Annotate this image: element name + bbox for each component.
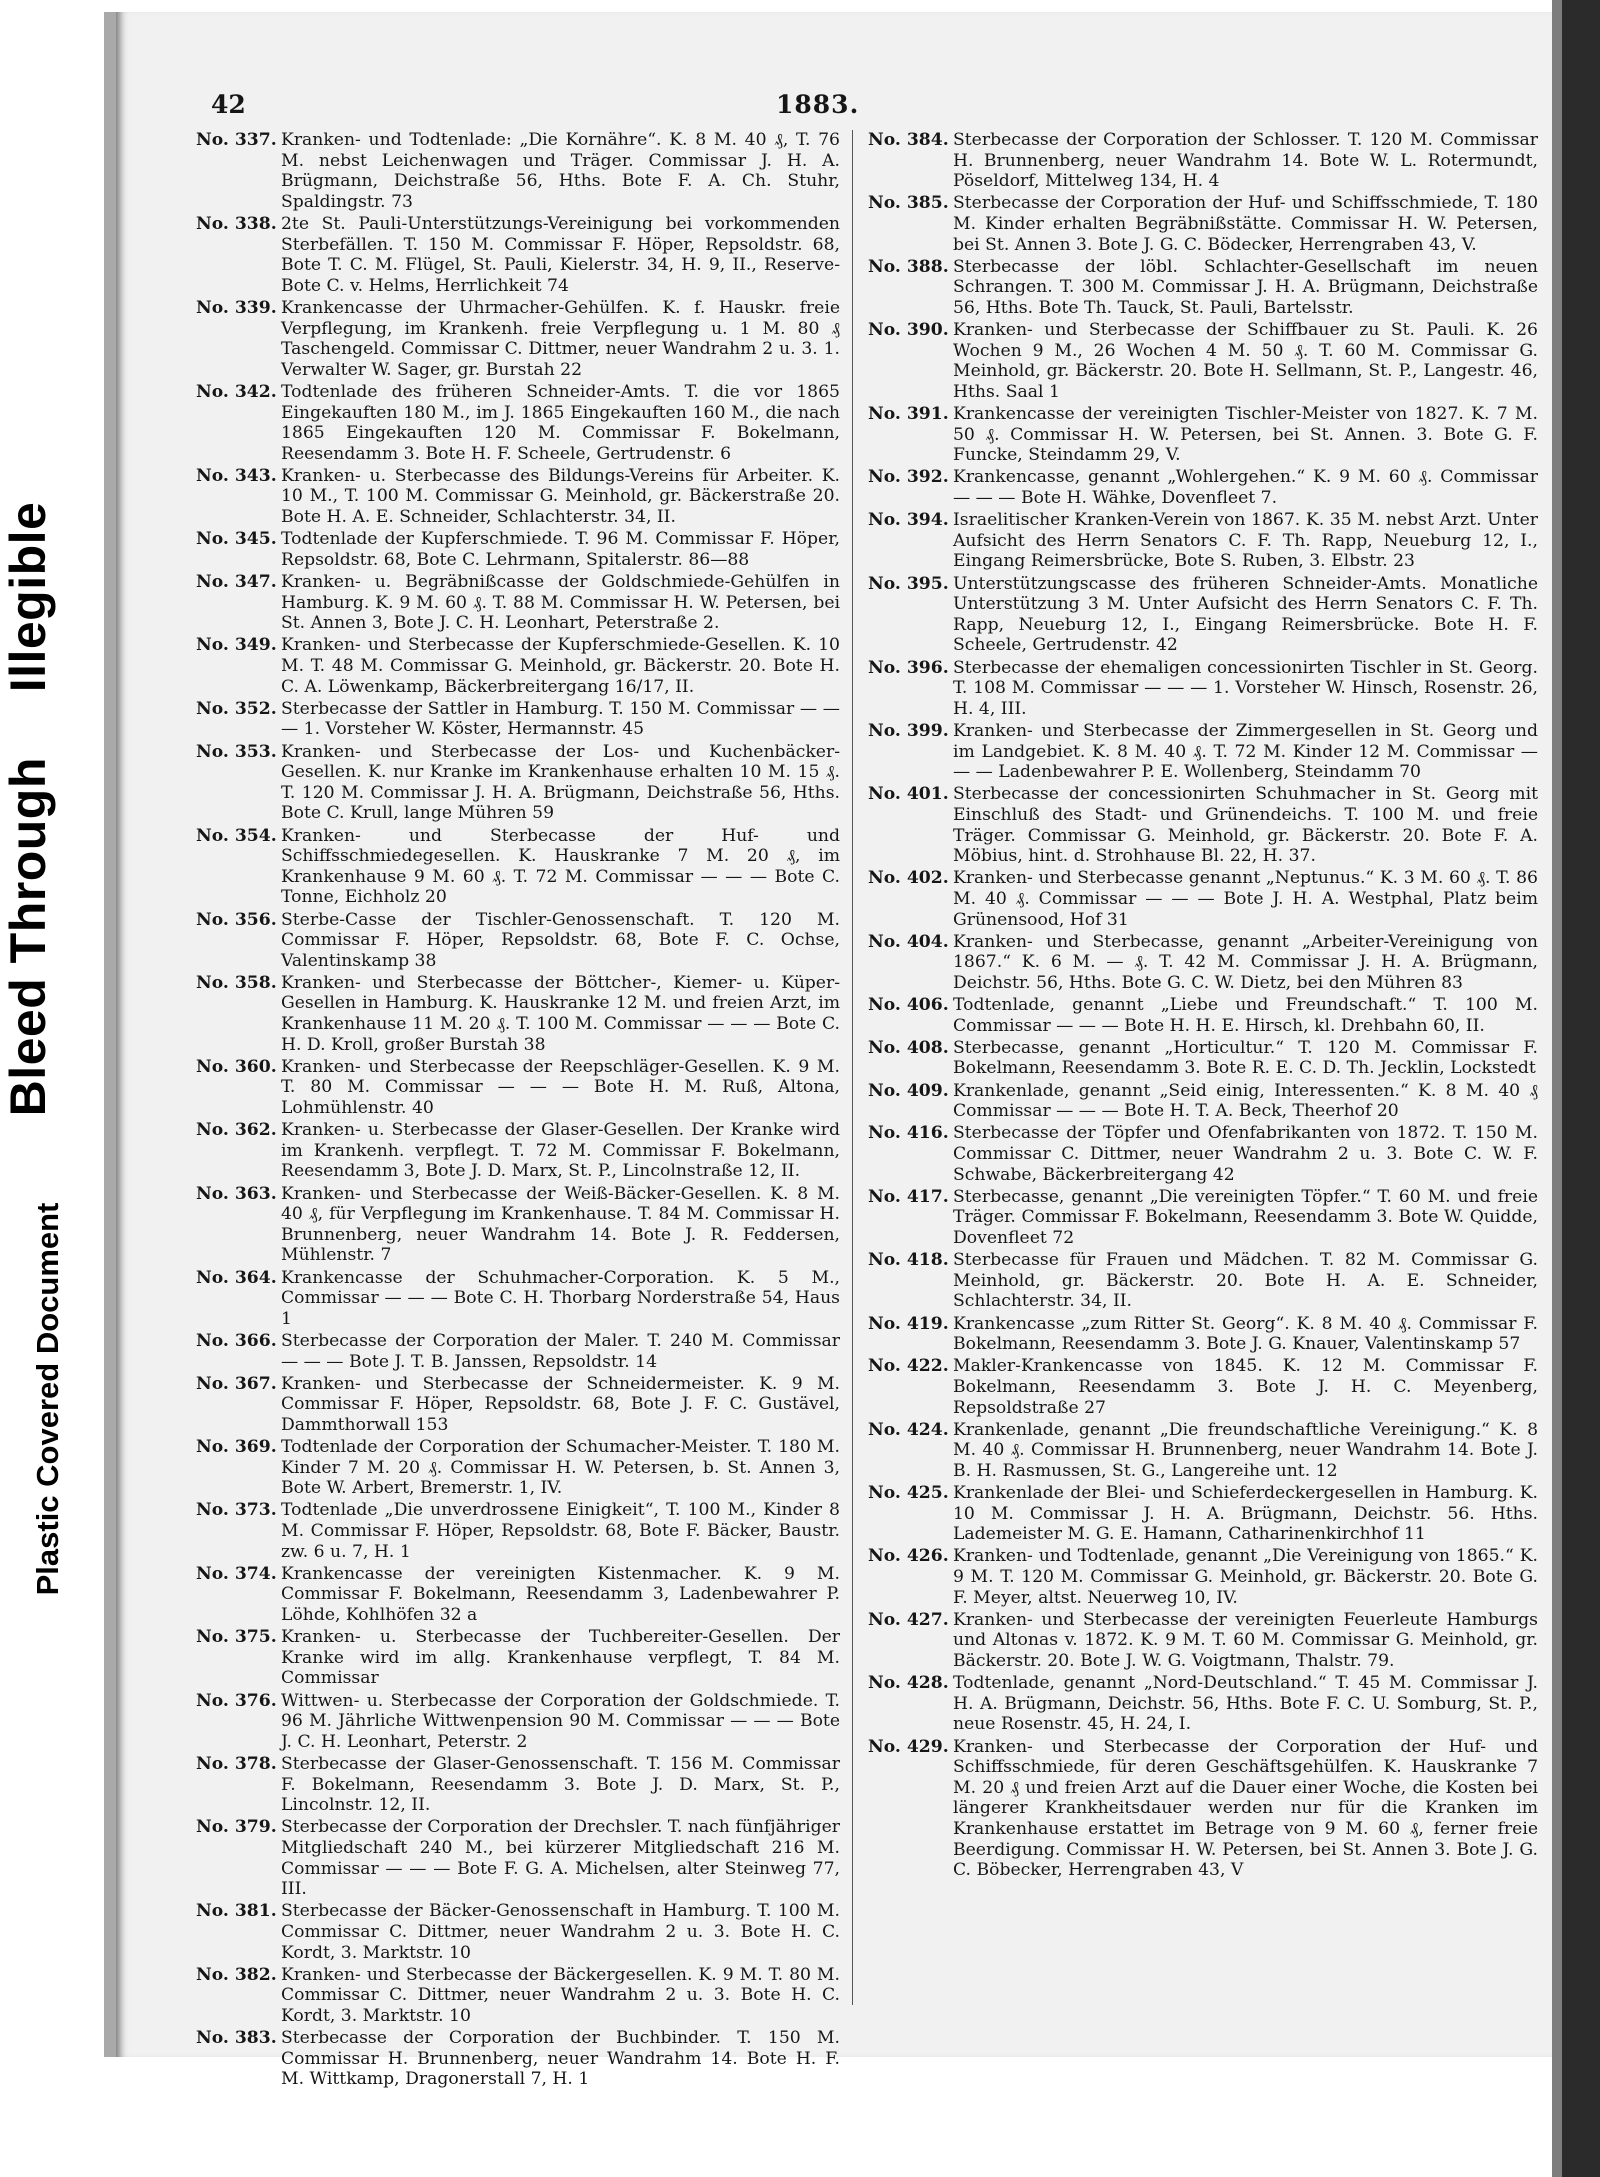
entry-text: Kranken- u. Sterbecasse der Tuchbereiter-Gesellen. Der Kranke wird im allg. Krankenhause verpflegt, T. 84 M. Commissar	[281, 1627, 840, 1689]
entry-text: Sterbecasse, genannt „Horticultur.“ T. 120 M. Commissar F. Bokelmann, Reesendamm 3. Bote R. E. C. D. Th. Jecklin, Lockstedt	[953, 1037, 1538, 1079]
entry-number: No. 342.	[196, 381, 277, 402]
register-entry	[868, 404, 1538, 466]
register-entry	[868, 1610, 1538, 1672]
entry-text: Kranken- und Sterbecasse der Kupferschmiede-Gesellen. K. 10 M. T. 48 M. Commissar G. Meinhold, gr. Bäckerstr. 20. Bote H. C. A. Löwenkamp, Bäckerbreitergang 16/17, II.	[281, 635, 840, 697]
plastic-covered-label: Plastic Covered Document	[30, 1202, 65, 1595]
entry-number: No. 369.	[196, 1437, 277, 1458]
register-entry	[196, 2028, 840, 2090]
entry-text: Todtenlade, genannt „Nord-Deutschland.“ T. 45 M. Commissar J. H. A. Brügmann, Deichstr. 56, Hths. Bote F. C. U. Somburg, St. P., neue Rosenstr. 45, H. 24, I.	[953, 1673, 1538, 1735]
entry-text: Krankenlade der Blei- und Schieferdeckergesellen in Hamburg. K. 10 M. Commissar J. H. A. Brügmann, Deichstr. 56. Hths. Lademeister M. G. E. Hamann, Catharinenkirchhof 11	[953, 1483, 1538, 1545]
entry-number: No. 358.	[196, 972, 277, 993]
entry-text: Wittwen- u. Sterbecasse der Corporation der Goldschmiede. T. 96 M. Jährliche Wittwenpension 90 M. Commissar — — — Bote J. C. H. Leonhart, Peterstr. 2	[281, 1690, 840, 1752]
entry-text: Kranken- und Sterbecasse der Los- und Kuchenbäcker-Gesellen. K. nur Kranke im Krankenhause erhalten 10 M. 15 ₰. T. 120 M. Commissar J. H. A. Brügmann, Deichstraße 56, Hths. Bote C. Krull, lange Mühren 59	[281, 741, 840, 824]
register-entry	[868, 1356, 1538, 1418]
entry-number: No. 363.	[196, 1183, 277, 1204]
entry-text: Krankencasse der vereinigten Tischler-Meister von 1827. K. 7 M. 50 ₰. Commissar H. W. Petersen, bei St. Annen. 3. Bote G. F. Funcke, Steindamm 29, V.	[953, 404, 1538, 466]
entry-number: No. 379.	[196, 1817, 277, 1838]
register-entry	[868, 130, 1538, 192]
entry-number: No. 406.	[868, 995, 949, 1016]
entry-number: No. 404.	[868, 931, 949, 952]
entry-text: Todtenlade der Kupferschmiede. T. 96 M. Commissar F. Höper, Repsoldstr. 68, Bote C. Lehrmann, Spitalerstr. 86—88	[281, 529, 840, 570]
entry-number: No. 396.	[868, 657, 949, 678]
register-entry	[196, 1965, 840, 2027]
register-entry	[868, 1123, 1538, 1185]
entry-text: Krankencasse der Uhrmacher-Gehülfen. K. f. Hauskr. freie Verpflegung, im Krankenh. freie Verpflegung u. 1 M. 80 ₰ Taschengeld. Commissar C. Dittmer, neuer Wandrahm 2 u. 3. 1. Verwalter W. Sager, gr. Burstah 22	[281, 297, 840, 380]
register-entry	[196, 382, 840, 464]
register-entry	[868, 510, 1538, 572]
entry-text: Israelitischer Kranken-Verein von 1867. K. 35 M. nebst Arzt. Unter Aufsicht des Herrn Senators C. F. Th. Rapp, Neueburg 12, I., Eingang Reimersbrücke, Bote S. Ruben, 3. Elbstr. 23	[953, 510, 1538, 572]
right-column	[868, 130, 1538, 1882]
illegible-label: Illegible	[0, 501, 56, 692]
page-number: 42	[211, 90, 246, 119]
entry-text: Kranken- u. Sterbecasse der Glaser-Gesellen. Der Kranke wird im Krankenh. verpflegt. T. 72 M. Commissar F. Bokelmann, Reesendamm 3, Bote J. D. Marx, St. P., Lincolnstraße 12, II.	[281, 1120, 840, 1182]
entry-text: Sterbecasse der Sattler in Hamburg. T. 150 M. Commissar — — — 1. Vorsteher W. Köster, Hermannstr. 45	[281, 698, 840, 740]
illegible-stamp	[0, 501, 57, 1116]
entry-number: No. 390.	[868, 320, 949, 341]
entry-text: Kranken- u. Sterbecasse des Bildungs-Vereins für Arbeiter. K. 10 M., T. 100 M. Commissar G. Meinhold, gr. Bäckerstraße 20. Bote H. A. E. Schneider, Schlachterstr. 34, II.	[281, 465, 840, 528]
bleed-through-label: Bleed Through	[0, 756, 56, 1116]
page-header	[116, 90, 1556, 120]
register-entry	[196, 298, 840, 380]
entry-number: No. 366.	[196, 1330, 277, 1351]
entry-number: No. 376.	[196, 1690, 277, 1711]
register-entry	[868, 658, 1538, 720]
entry-text: Kranken- und Sterbecasse der Corporation der Huf- und Schiffsschmiede, für deren Geschäftsgehülfen. K. Hauskranke 7 M. 20 ₰ und freien Arzt auf die Dauer einer Woche, die Kosten bei längerer Krankheitsdauer werden nur für die Kranken im Krankenhause erstattet im Betrage von 9 M. 60 ₰, ferner freie Beerdigung. Commissar H. W. Petersen, bei St. Annen 3. Bote J. G. C. Böbecker, Herrengraben 43, V	[953, 1736, 1538, 1881]
register-entry	[196, 699, 840, 740]
entry-number: No. 395.	[868, 573, 949, 594]
entry-text: Kranken- und Sterbecasse der Zimmergesellen in St. Georg und im Landgebiet. K. 8 M. 40 ₰. T. 72 M. Kinder 12 M. Commissar — — — Ladenbewahrer P. E. Wollenberg, Steindamm 70	[953, 720, 1538, 783]
entry-number: No. 385.	[868, 193, 949, 214]
register-entry	[868, 868, 1538, 930]
register-entry	[868, 1314, 1538, 1355]
entry-number: No. 425.	[868, 1483, 949, 1504]
entry-number: No. 360.	[196, 1056, 277, 1077]
entry-number: No. 349.	[196, 635, 277, 656]
entry-number: No. 424.	[868, 1419, 949, 1440]
register-entry	[868, 1420, 1538, 1482]
entry-number: No. 416.	[868, 1123, 949, 1144]
entry-text: Sterbecasse der Corporation der Schlosser. T. 120 M. Commissar H. Brunnenberg, neuer Wandrahm 14. Bote W. L. Rotermundt, Pöseldorf, Mittelweg 134, H. 4	[953, 130, 1538, 192]
register-entry	[196, 1374, 840, 1436]
entry-number: No. 375.	[196, 1627, 277, 1648]
register-entry	[868, 784, 1538, 866]
entry-number: No. 352.	[196, 698, 277, 719]
entry-number: No. 429.	[868, 1736, 949, 1757]
register-entry	[196, 1268, 840, 1330]
register-entry	[868, 1187, 1538, 1249]
register-entry	[196, 1437, 840, 1499]
register-entry	[196, 973, 840, 1055]
entry-text: Kranken- und Todtenlade, genannt „Die Vereinigung von 1865.“ K. 9 M. T. 120 M. Commissar G. Meinhold, gr. Bäckerstr. 20. Bote G. F. Meyer, altst. Neuerweg 10, IV.	[953, 1546, 1538, 1608]
entry-text: Sterbecasse der Corporation der Maler. T. 240 M. Commissar — — — Bote J. T. B. Janssen, Repsoldstr. 14	[281, 1330, 840, 1372]
register-entry	[196, 1691, 840, 1753]
entry-text: Sterbecasse der ehemaligen concessionirten Tischler in St. Georg. T. 108 M. Commissar — — — 1. Vorsteher W. Hinsch, Rosenstr. 26, H. 4, III.	[953, 657, 1538, 719]
entry-text: Sterbecasse der löbl. Schlachter-Gesellschaft im neuen Schrangen. T. 300 M. Commissar J. H. A. Brügmann, Deichstraße 56, Hths. Bote Th. Tauck, St. Pauli, Bartelsstr.	[953, 256, 1538, 318]
register-entry	[196, 1331, 840, 1372]
entry-number: No. 399.	[868, 720, 949, 741]
entry-text: Todtenlade, genannt „Liebe und Freundschaft.“ T. 100 M. Commissar — — — Bote H. H. E. Hirsch, kl. Drehbahn 60, II.	[953, 995, 1538, 1036]
entry-number: No. 428.	[868, 1673, 949, 1694]
entry-number: No. 422.	[868, 1356, 949, 1377]
entry-text: Kranken- und Sterbecasse der Schneidermeister. K. 9 M. Commissar F. Höper, Repsoldstr. 68, Bote J. F. C. Gustävel, Dammthorwall 153	[281, 1373, 840, 1435]
entry-number: No. 401.	[868, 784, 949, 805]
register-entry	[196, 130, 840, 212]
entry-number: No. 356.	[196, 909, 277, 930]
entry-number: No. 402.	[868, 868, 949, 889]
register-entry	[196, 1564, 840, 1626]
register-entry	[196, 826, 840, 908]
entry-text: Sterbe-Casse der Tischler-Genossenschaft. T. 120 M. Commissar F. Höper, Repsoldstr. 68, Bote F. C. Ochse, Valentinskamp 38	[281, 909, 840, 971]
entry-text: Kranken- und Sterbecasse genannt „Neptunus.“ K. 3 M. 60 ₰. T. 86 M. 40 ₰. Commissar — — — Bote J. H. A. Westphal, Platz beim Grünensood, Hof 31	[953, 868, 1538, 930]
entry-number: No. 339.	[196, 297, 277, 318]
entry-text: Todtenlade der Corporation der Schumacher-Meister. T. 180 M. Kinder 7 M. 20 ₰. Commissar H. W. Petersen, b. St. Annen 3, Bote W. Arbert, Bremerstr. 1, IV.	[281, 1437, 840, 1499]
entry-number: No. 343.	[196, 465, 277, 486]
register-entry	[196, 1817, 840, 1899]
entry-number: No. 394.	[868, 510, 949, 531]
entry-text: Kranken- und Sterbecasse der Schiffbauer zu St. Pauli. K. 26 Wochen 9 M., 26 Wochen 4 M. 50 ₰. T. 60 M. Commissar G. Meinhold, gr. Bäckerstr. 20. Bote H. Sellmann, St. P., Langestr. 46, Hths. Saal 1	[953, 320, 1538, 402]
entry-text: Sterbecasse der Bäcker-Genossenschaft in Hamburg. T. 100 M. Commissar C. Dittmer, neuer Wandrahm 2 u. 3. Bote H. C. Kordt, 3. Marktstr. 10	[281, 1901, 840, 1963]
register-entry	[196, 1120, 840, 1182]
entry-number: No. 419.	[868, 1313, 949, 1334]
entry-number: No. 384.	[868, 130, 949, 150]
entry-text: Krankenlade, genannt „Die freundschaftliche Vereinigung.“ K. 8 M. 40 ₰. Commissar H. Brunnenberg, neuer Wandrahm 14. Bote J. B. H. Rasmussen, St. G., Langereihe unt. 12	[953, 1419, 1538, 1481]
register-entry	[868, 932, 1538, 994]
register-entry	[868, 1546, 1538, 1608]
entry-number: No. 347.	[196, 572, 277, 593]
register-entry	[868, 193, 1538, 255]
register-entry	[196, 466, 840, 528]
entry-number: No. 362.	[196, 1120, 277, 1141]
register-entry	[868, 1250, 1538, 1312]
entry-number: No. 338.	[196, 213, 277, 234]
entry-text: Kranken- und Sterbecasse der Reepschläger-Gesellen. K. 9 M. T. 80 M. Commissar — — — Bote H. M. Ruß, Altona, Lohmühlenstr. 40	[281, 1056, 840, 1119]
entry-text: Kranken- und Todtenlade: „Die Kornähre“. K. 8 M. 40 ₰, T. 76 M. nebst Leichenwagen und Träger. Commissar J. H. A. Brügmann, Deichstraße 56, Hths. Bote F. A. Ch. Stuhr, Spaldingstr. 73	[281, 130, 840, 212]
entry-number: No. 337.	[196, 130, 277, 150]
entry-number: No. 427.	[868, 1609, 949, 1630]
register-entry	[868, 1038, 1538, 1079]
register-entry	[196, 214, 840, 296]
register-entry	[196, 635, 840, 697]
entry-text: Krankencasse der Schuhmacher-Corporation. K. 5 M., Commissar — — — Bote C. H. Thorbarg Norderstraße 54, Haus 1	[281, 1267, 840, 1329]
entry-text: Krankenlade, genannt „Seid einig, Interessenten.“ K. 8 M. 40 ₰ Commissar — — — Bote H. T. A. Beck, Theerhof 20	[953, 1080, 1538, 1122]
entry-text: 2te St. Pauli-Unterstützungs-Vereinigung bei vorkommenden Sterbefällen. T. 150 M. Commissar F. Höper, Repsoldstr. 68, Bote T. C. M. Flügel, St. Pauli, Kielerstr. 34, H. 9, II., Reserve-Bote C. v. Helms, Herrlichkeit 74	[281, 213, 840, 296]
register-entry	[868, 1081, 1538, 1122]
entry-number: No. 374.	[196, 1563, 277, 1584]
register-entry	[196, 1754, 840, 1816]
page-year: 1883.	[776, 90, 860, 119]
register-entry	[868, 995, 1538, 1036]
register-entry	[196, 1627, 840, 1689]
register-entry	[196, 572, 840, 634]
entry-text: Kranken- und Sterbecasse der Huf- und Schiffsschmiedegesellen. K. Hauskranke 7 M. 20 ₰, im Krankenhause 9 M. 60 ₰. T. 72 M. Commissar — — — Bote C. Tonne, Eichholz 20	[281, 825, 840, 908]
entry-text: Sterbecasse der concessionirten Schuhmacher in St. Georg mit Einschluß des Stadt- und Grünendeichs. T. 100 M. und freie Träger. Commissar G. Meinhold, gr. Bäckerstr. 20. Bote F. A. Möbius, hint. d. Strohhause Bl. 22, H. 37.	[953, 784, 1538, 867]
entry-text: Sterbecasse der Töpfer und Ofenfabrikanten von 1872. T. 150 M. Commissar C. Dittmer, neuer Wandrahm 2 u. 3. Bote C. W. F. Schwabe, Bäckerbreitergang 42	[953, 1123, 1538, 1185]
entry-number: No. 408.	[868, 1037, 949, 1058]
register-entry	[868, 1483, 1538, 1545]
register-entry	[868, 1673, 1538, 1735]
left-column	[196, 130, 840, 2091]
register-entry	[868, 1737, 1538, 1881]
entry-number: No. 388.	[868, 256, 949, 277]
entry-text: Krankencasse der vereinigten Kistenmacher. K. 9 M. Commissar F. Bokelmann, Reesendamm 3, Ladenbewahrer P. Löhde, Kohlhöfen 32 a	[281, 1563, 840, 1626]
entry-text: Sterbecasse der Corporation der Huf- und Schiffsschmiede, T. 180 M. Kinder erhalten Begräbnißstätte. Commissar H. W. Petersen, bei St. Annen 3. Bote J. G. C. Bödecker, Herrengraben 43, V.	[953, 193, 1538, 255]
register-entry	[196, 529, 840, 570]
entry-number: No. 382.	[196, 1964, 277, 1985]
register-entry	[196, 1184, 840, 1266]
entry-number: No. 418.	[868, 1250, 949, 1271]
register-entry	[196, 1500, 840, 1562]
register-entry	[868, 320, 1538, 402]
entry-text: Sterbecasse für Frauen und Mädchen. T. 82 M. Commissar G. Meinhold, gr. Bäckerstr. 20. Bote H. A. E. Schneider, Schlachterstr. 34, II.	[953, 1250, 1538, 1312]
entry-text: Todtenlade „Die unverdrossene Einigkeit“, T. 100 M., Kinder 8 M. Commissar F. Höper, Repsoldstr. 68, Bote F. Bäcker, Baustr. zw. 6 u. 7, H. 1	[281, 1500, 840, 1562]
entry-number: No. 381.	[196, 1901, 277, 1922]
entry-text: Krankencasse, genannt „Wohlergehen.“ K. 9 M. 60 ₰. Commissar — — — Bote H. Wähke, Dovenfleet 7.	[953, 467, 1538, 509]
entry-number: No. 383.	[196, 2028, 277, 2049]
entry-text: Unterstützungscasse des früheren Schneider-Amts. Monatliche Unterstützung 3 M. Unter Aufsicht des Herrn Senators C. F. Th. Rapp, Neueburg 12, I., Eingang Reimersbrücke. Bote H. F. Scheele, Gertrudenstr. 42	[953, 573, 1538, 656]
entry-text: Todtenlade des früheren Schneider-Amts. T. die vor 1865 Eingekauften 180 M., im J. 1865 Eingekauften 160 M., die nach 1865 Eingekauften 120 M. Commissar F. Bokelmann, Reesendamm 3. Bote H. F. Scheele, Gertrudenstr. 6	[281, 381, 840, 464]
register-entry	[868, 721, 1538, 783]
document-page	[104, 12, 1556, 2090]
entry-number: No. 409.	[868, 1080, 949, 1101]
entry-text: Kranken- und Sterbecasse, genannt „Arbeiter-Vereinigung von 1867.“ K. 6 M. — ₰. T. 42 M. Commissar J. H. A. Brügmann, Deichstr. 56, Hths. Bote G. C. W. Dietz, bei den Mühren 83	[953, 931, 1538, 993]
entry-number: No. 373.	[196, 1500, 277, 1521]
entry-number: No. 364.	[196, 1267, 277, 1288]
entry-text: Sterbecasse der Corporation der Drechsler. T. nach fünfjähriger Mitgliedschaft 240 M., bei kürzerer Mitgliedschaft 216 M. Commissar — — — Bote F. G. A. Michelsen, alter Steinweg 77, III.	[281, 1817, 840, 1900]
entry-text: Sterbecasse der Glaser-Genossenschaft. T. 156 M. Commissar F. Bokelmann, Reesendamm 3. Bote J. D. Marx, St. P., Lincolnstr. 12, II.	[281, 1753, 840, 1816]
entry-number: No. 426.	[868, 1546, 949, 1567]
entry-text: Kranken- und Sterbecasse der vereinigten Feuerleute Hamburgs und Altonas v. 1872. K. 9 M. T. 60 M. Commissar G. Meinhold, gr. Bäckerstr. 20. Bote J. W. G. Voigtmann, Thalstr. 79.	[953, 1609, 1538, 1671]
entry-text: Kranken- und Sterbecasse der Böttcher-, Kiemer- u. Küper-Gesellen in Hamburg. K. Hauskranke 12 M. und freien Arzt, im Krankenhause 11 M. 20 ₰. T. 100 M. Commissar — — — Bote C. H. D. Kroll, großer Burstah 38	[281, 972, 840, 1055]
entry-number: No. 354.	[196, 825, 277, 846]
entry-text: Sterbecasse, genannt „Die vereinigten Töpfer.“ T. 60 M. und freie Träger. Commissar F. Bokelmann, Reesendamm 3. Bote W. Quidde, Dovenfleet 72	[953, 1186, 1538, 1248]
entry-text: Krankencasse „zum Ritter St. Georg“. K. 8 M. 40 ₰. Commissar F. Bokelmann, Reesendamm 3. Bote J. G. Knauer, Valentinskamp 57	[953, 1313, 1538, 1355]
entry-number: No. 417.	[868, 1186, 949, 1207]
entry-number: No. 378.	[196, 1753, 277, 1774]
register-entry	[868, 257, 1538, 319]
entry-text: Makler-Krankencasse von 1845. K. 12 M. Commissar F. Bokelmann, Reesendamm 3. Bote J. H. C. Meyenberg, Repsoldstraße 27	[953, 1356, 1538, 1418]
column-divider	[852, 130, 853, 2005]
register-entry	[196, 1901, 840, 1963]
entry-number: No. 353.	[196, 741, 277, 762]
entry-number: No. 392.	[868, 467, 949, 488]
entry-number: No. 391.	[868, 404, 949, 425]
register-entry	[868, 467, 1538, 508]
plastic-covered-stamp	[30, 1202, 66, 1595]
register-entry	[196, 1057, 840, 1119]
register-entry	[868, 574, 1538, 656]
entry-text: Kranken- und Sterbecasse der Bäckergesellen. K. 9 M. T. 80 M. Commissar C. Dittmer, neuer Wandrahm 2 u. 3. Bote H. C. Kordt, 3. Marktstr. 10	[281, 1964, 840, 2026]
entry-number: No. 345.	[196, 529, 277, 550]
entry-text: Sterbecasse der Corporation der Buchbinder. T. 150 M. Commissar H. Brunnenberg, neuer Wandrahm 14. Bote H. F. M. Wittkamp, Dragonerstall 7, H. 1	[281, 2028, 840, 2090]
entry-text: Kranken- u. Begräbnißcasse der Goldschmiede-Gehülfen in Hamburg. K. 9 M. 60 ₰. T. 88 M. Commissar H. W. Petersen, bei St. Annen 3, Bote J. C. H. Leonhart, Peterstraße 2.	[281, 572, 840, 634]
register-entry	[196, 910, 840, 972]
entry-number: No. 367.	[196, 1373, 277, 1394]
entry-text: Kranken- und Sterbecasse der Weiß-Bäcker-Gesellen. K. 8 M. 40 ₰, für Verpflegung im Krankenhause. T. 84 M. Commissar H. Brunnenberg, neuer Wandrahm 14. Bote J. R. Feddersen, Mühlenstr. 7	[281, 1183, 840, 1266]
scan-edge-shadow	[1552, 0, 1600, 2177]
register-entry	[196, 742, 840, 824]
side-label-strip	[0, 0, 100, 2177]
